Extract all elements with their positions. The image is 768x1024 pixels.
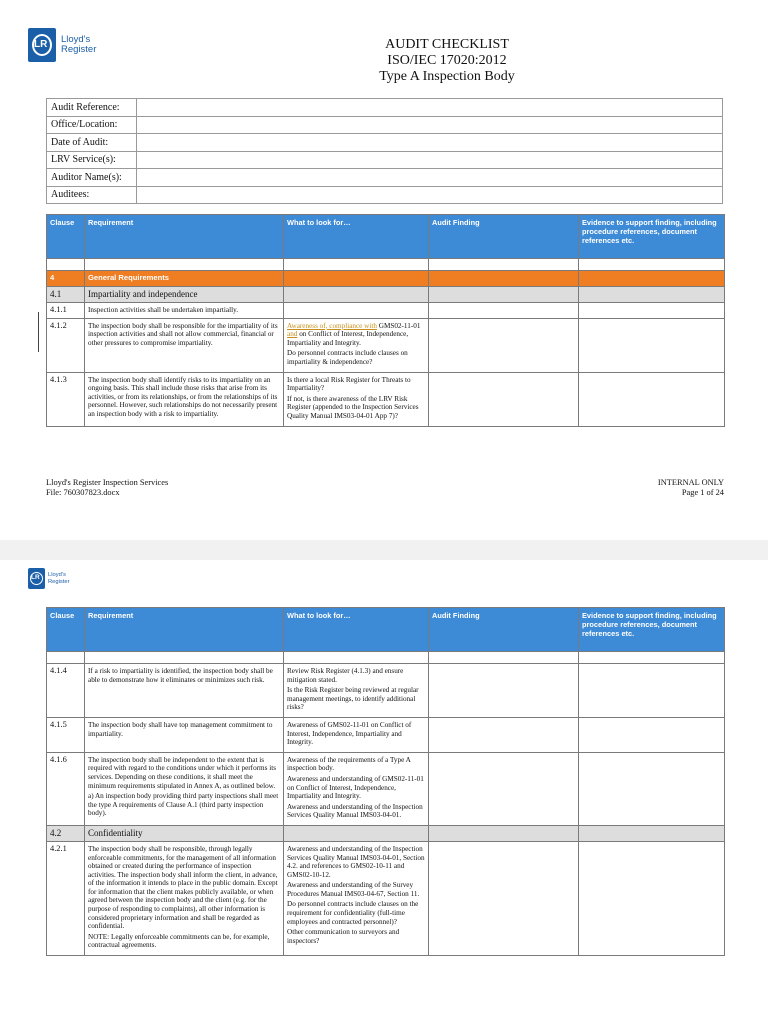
header-clause: Clause bbox=[47, 215, 85, 259]
look-for-text: Do personnel contracts include clauses on the requirement for confidentiality (full-time employees and contracted personnel)? bbox=[287, 900, 419, 926]
look-for-text: Review Risk Register (4.1.3) and ensure mitigation stated. bbox=[287, 667, 404, 684]
audit-info-row bbox=[47, 134, 723, 152]
footer-file: File: 760307823.docx bbox=[46, 488, 120, 497]
row-clause: 4.2.1 bbox=[47, 841, 85, 955]
header-requirement: Requirement bbox=[85, 215, 284, 259]
table-row bbox=[47, 664, 725, 718]
row-requirement: The inspection body shall be responsible for the impartiality of its inspection activities and shall not allow commercial, financial or other pressures to compromise impartiality. bbox=[85, 318, 284, 372]
row-audit-finding[interactable] bbox=[429, 717, 579, 752]
audit-info-row bbox=[47, 99, 723, 117]
logo-mark-letters: LR bbox=[34, 39, 48, 50]
logo-text-line2: Register bbox=[48, 578, 70, 585]
header-what-to-look-for: What to look for… bbox=[284, 608, 429, 652]
spacer-row bbox=[47, 652, 725, 664]
subsection-clause: 4.2 bbox=[47, 825, 85, 841]
lloyds-register-logo bbox=[28, 28, 96, 62]
audit-info-label: Auditees: bbox=[47, 186, 137, 204]
header-clause: Clause bbox=[47, 608, 85, 652]
highlighted-text: and bbox=[287, 330, 298, 339]
row-evidence[interactable] bbox=[579, 303, 725, 319]
logo-text-line2: Register bbox=[61, 44, 97, 55]
change-bar bbox=[38, 312, 39, 352]
look-for-text: Do personnel contracts include clauses on impartiality & independence? bbox=[287, 349, 408, 366]
row-requirement: The inspection body shall identify risks to its impartiality on an ongoing basis. This shall include those risks that arise from its activities, or from its relationships, or from the relationships of its personnel. However, such relationships do not necessarily present an inspection body with a risk to impartiality. bbox=[85, 372, 284, 426]
row-look-for bbox=[284, 841, 429, 955]
row-clause: 4.1.2 bbox=[47, 318, 85, 372]
row-audit-finding[interactable] bbox=[429, 841, 579, 955]
subsection-title: Confidentiality bbox=[85, 825, 284, 841]
audit-info-value[interactable] bbox=[137, 99, 723, 117]
look-for-text: Awareness and understanding of the Inspection Services Quality Manual IMS03-04-01. bbox=[287, 802, 423, 820]
table-row bbox=[47, 303, 725, 319]
look-for-text: Is the Risk Register being reviewed at regular management meetings, to identify additional risks? bbox=[287, 686, 419, 712]
header-requirement: Requirement bbox=[85, 608, 284, 652]
row-look-for bbox=[284, 372, 429, 426]
audit-info-value[interactable] bbox=[137, 186, 723, 204]
subsection-clause: 4.1 bbox=[47, 287, 85, 303]
audit-info-value[interactable] bbox=[137, 134, 723, 152]
section-title: General Requirements bbox=[85, 271, 284, 287]
logo-text-line1: Lloyd's bbox=[48, 572, 66, 579]
table-row bbox=[47, 841, 725, 955]
row-look-for bbox=[284, 717, 429, 752]
look-for-text: If not, is there awareness of the LRV Risk Register (appended to the Inspection Services Quality Manual IMS03-04-01 App 7)? bbox=[287, 394, 419, 420]
document-title bbox=[300, 37, 594, 85]
row-evidence[interactable] bbox=[579, 372, 725, 426]
look-for-text: Is there a local Risk Register for Threats to Impartiality? bbox=[287, 375, 411, 393]
row-look-for bbox=[284, 303, 429, 319]
row-audit-finding[interactable] bbox=[429, 303, 579, 319]
row-clause: 4.1.6 bbox=[47, 752, 85, 825]
subsection-row-confidentiality bbox=[47, 825, 725, 841]
footer-classification: INTERNAL ONLY bbox=[657, 478, 724, 487]
footer-company: Lloyd's Register Inspection Services bbox=[46, 478, 169, 487]
audit-info-label: Date of Audit: bbox=[47, 134, 137, 152]
row-look-for bbox=[284, 752, 429, 825]
row-evidence[interactable] bbox=[579, 841, 725, 955]
audit-info-value[interactable] bbox=[137, 151, 723, 169]
look-for-text: Awareness of the requirements of a Type A inspection body. bbox=[287, 755, 411, 773]
row-clause: 4.1.1 bbox=[47, 303, 85, 319]
footer-page-number: Page 1 of 24 bbox=[681, 488, 724, 497]
header-audit-finding: Audit Finding bbox=[429, 215, 579, 259]
look-for-text: Other communication to surveyors and inspectors? bbox=[287, 928, 400, 945]
requirement-text: If a risk to impartiality is identified, the inspection body shall be able to demonstrate how it eliminates or minimizes such risk. bbox=[88, 667, 273, 684]
audit-info-value[interactable] bbox=[137, 169, 723, 187]
page-separator bbox=[0, 540, 768, 560]
title-line2: ISO/IEC 17020:2012 bbox=[387, 53, 507, 68]
row-evidence[interactable] bbox=[579, 752, 725, 825]
audit-info-row bbox=[47, 169, 723, 187]
look-for-text: Awareness of GMS02-11-01 on Conflict of Interest, Independence, Impartiality and Integrity. bbox=[287, 720, 412, 747]
audit-info-value[interactable] bbox=[137, 116, 723, 134]
row-audit-finding[interactable] bbox=[429, 752, 579, 825]
row-requirement: Inspection activities shall be undertaken impartially. bbox=[85, 303, 284, 319]
audit-info-label: Audit Reference: bbox=[47, 99, 137, 117]
table-row bbox=[47, 717, 725, 752]
subsection-row-impartiality bbox=[47, 287, 725, 303]
audit-info-label: Auditor Name(s): bbox=[47, 169, 137, 187]
requirement-text: The inspection body shall be independent to the extent that is required with regard to the conditions under which it performs its services. Depending on these conditions, it shall meet the minimum requirements stipulated in Annex A, as outlined below. bbox=[88, 755, 277, 790]
row-clause: 4.1.4 bbox=[47, 664, 85, 718]
row-requirement bbox=[85, 841, 284, 955]
table-row bbox=[47, 372, 725, 426]
row-audit-finding[interactable] bbox=[429, 318, 579, 372]
lloyds-register-logo-small bbox=[28, 568, 70, 589]
subsection-title: Impartiality and independence bbox=[85, 287, 284, 303]
audit-checklist-table-page1 bbox=[46, 214, 725, 427]
title-line3: Type A Inspection Body bbox=[379, 69, 515, 84]
section-row-general-requirements bbox=[47, 271, 725, 287]
row-requirement bbox=[85, 752, 284, 825]
row-requirement bbox=[85, 664, 284, 718]
table-row bbox=[47, 318, 725, 372]
audit-info-row bbox=[47, 151, 723, 169]
row-clause: 4.1.5 bbox=[47, 717, 85, 752]
look-for-text: Awareness and understanding of the Inspection Services Quality Manual IMS03-04-01, Section 4.2. and references to GMS02-10-11 and GMS02-10-12. bbox=[287, 844, 425, 879]
requirement-text: The inspection body shall have top management commitment to impartiality. bbox=[88, 720, 273, 738]
header-what-to-look-for: What to look for… bbox=[284, 215, 429, 259]
section-clause: 4 bbox=[47, 271, 85, 287]
document-page-2 bbox=[0, 560, 768, 1024]
highlighted-text: Awareness of, compliance with bbox=[287, 321, 377, 330]
row-evidence[interactable] bbox=[579, 318, 725, 372]
row-evidence[interactable] bbox=[579, 717, 725, 752]
title-line1: AUDIT CHECKLIST bbox=[385, 37, 509, 52]
look-for-text: Awareness and understanding of GMS02-11-01 on Conflict of Interest, Independence, Impartiality and Integrity. bbox=[287, 774, 424, 801]
row-audit-finding[interactable] bbox=[429, 664, 579, 718]
audit-info-row bbox=[47, 116, 723, 134]
table-header-row bbox=[47, 215, 725, 259]
row-look-for bbox=[284, 664, 429, 718]
table-row bbox=[47, 752, 725, 825]
row-clause: 4.1.3 bbox=[47, 372, 85, 426]
header-audit-finding: Audit Finding bbox=[429, 608, 579, 652]
requirement-text: The inspection body shall be responsible, through legally enforceable commitments, for the management of all information obtained or created during the performance of inspection activities. The inspection body shall inform the client, in advance, of the information it intends to place in the public domain. Except for information that the client makes publicly available, or when agreed between the inspection body and the client (e.g. for the purpose of responding to complaints), all other information is considered proprietary information and shall be regarded as confidential. bbox=[88, 844, 278, 931]
header-evidence: Evidence to support finding, including procedure references, document references etc. bbox=[579, 215, 725, 259]
logo-mark-letters: LR bbox=[31, 574, 40, 581]
row-look-for bbox=[284, 318, 429, 372]
look-for-text: Awareness and understanding of the Survey Procedures Manual IMS03-04-67, Section 11. bbox=[287, 881, 420, 898]
audit-checklist-table-page2 bbox=[46, 607, 725, 956]
audit-info-label: LRV Service(s): bbox=[47, 151, 137, 169]
audit-info-label: Office/Location: bbox=[47, 116, 137, 134]
audit-info-table bbox=[46, 98, 723, 204]
look-for-text: on Conflict of Interest, Independence, Impartiality and Integrity. bbox=[287, 330, 409, 347]
audit-info-row bbox=[47, 186, 723, 204]
table-header-row bbox=[47, 608, 725, 652]
look-for-text: GMS02-11-01 bbox=[376, 321, 421, 330]
logo-text-line1: Lloyd's bbox=[61, 34, 91, 46]
row-requirement bbox=[85, 717, 284, 752]
row-audit-finding[interactable] bbox=[429, 372, 579, 426]
requirement-text: NOTE: Legally enforceable commitments can be, for example, contractual agreements. bbox=[88, 932, 270, 950]
spacer-row bbox=[47, 259, 725, 271]
row-evidence[interactable] bbox=[579, 664, 725, 718]
requirement-text: a) An inspection body providing third party inspections shall meet the type A requirements of Clause A.1 (third party inspection body). bbox=[88, 792, 279, 818]
page-footer bbox=[46, 478, 724, 498]
header-evidence: Evidence to support finding, including procedure references, document references etc. bbox=[579, 608, 725, 652]
